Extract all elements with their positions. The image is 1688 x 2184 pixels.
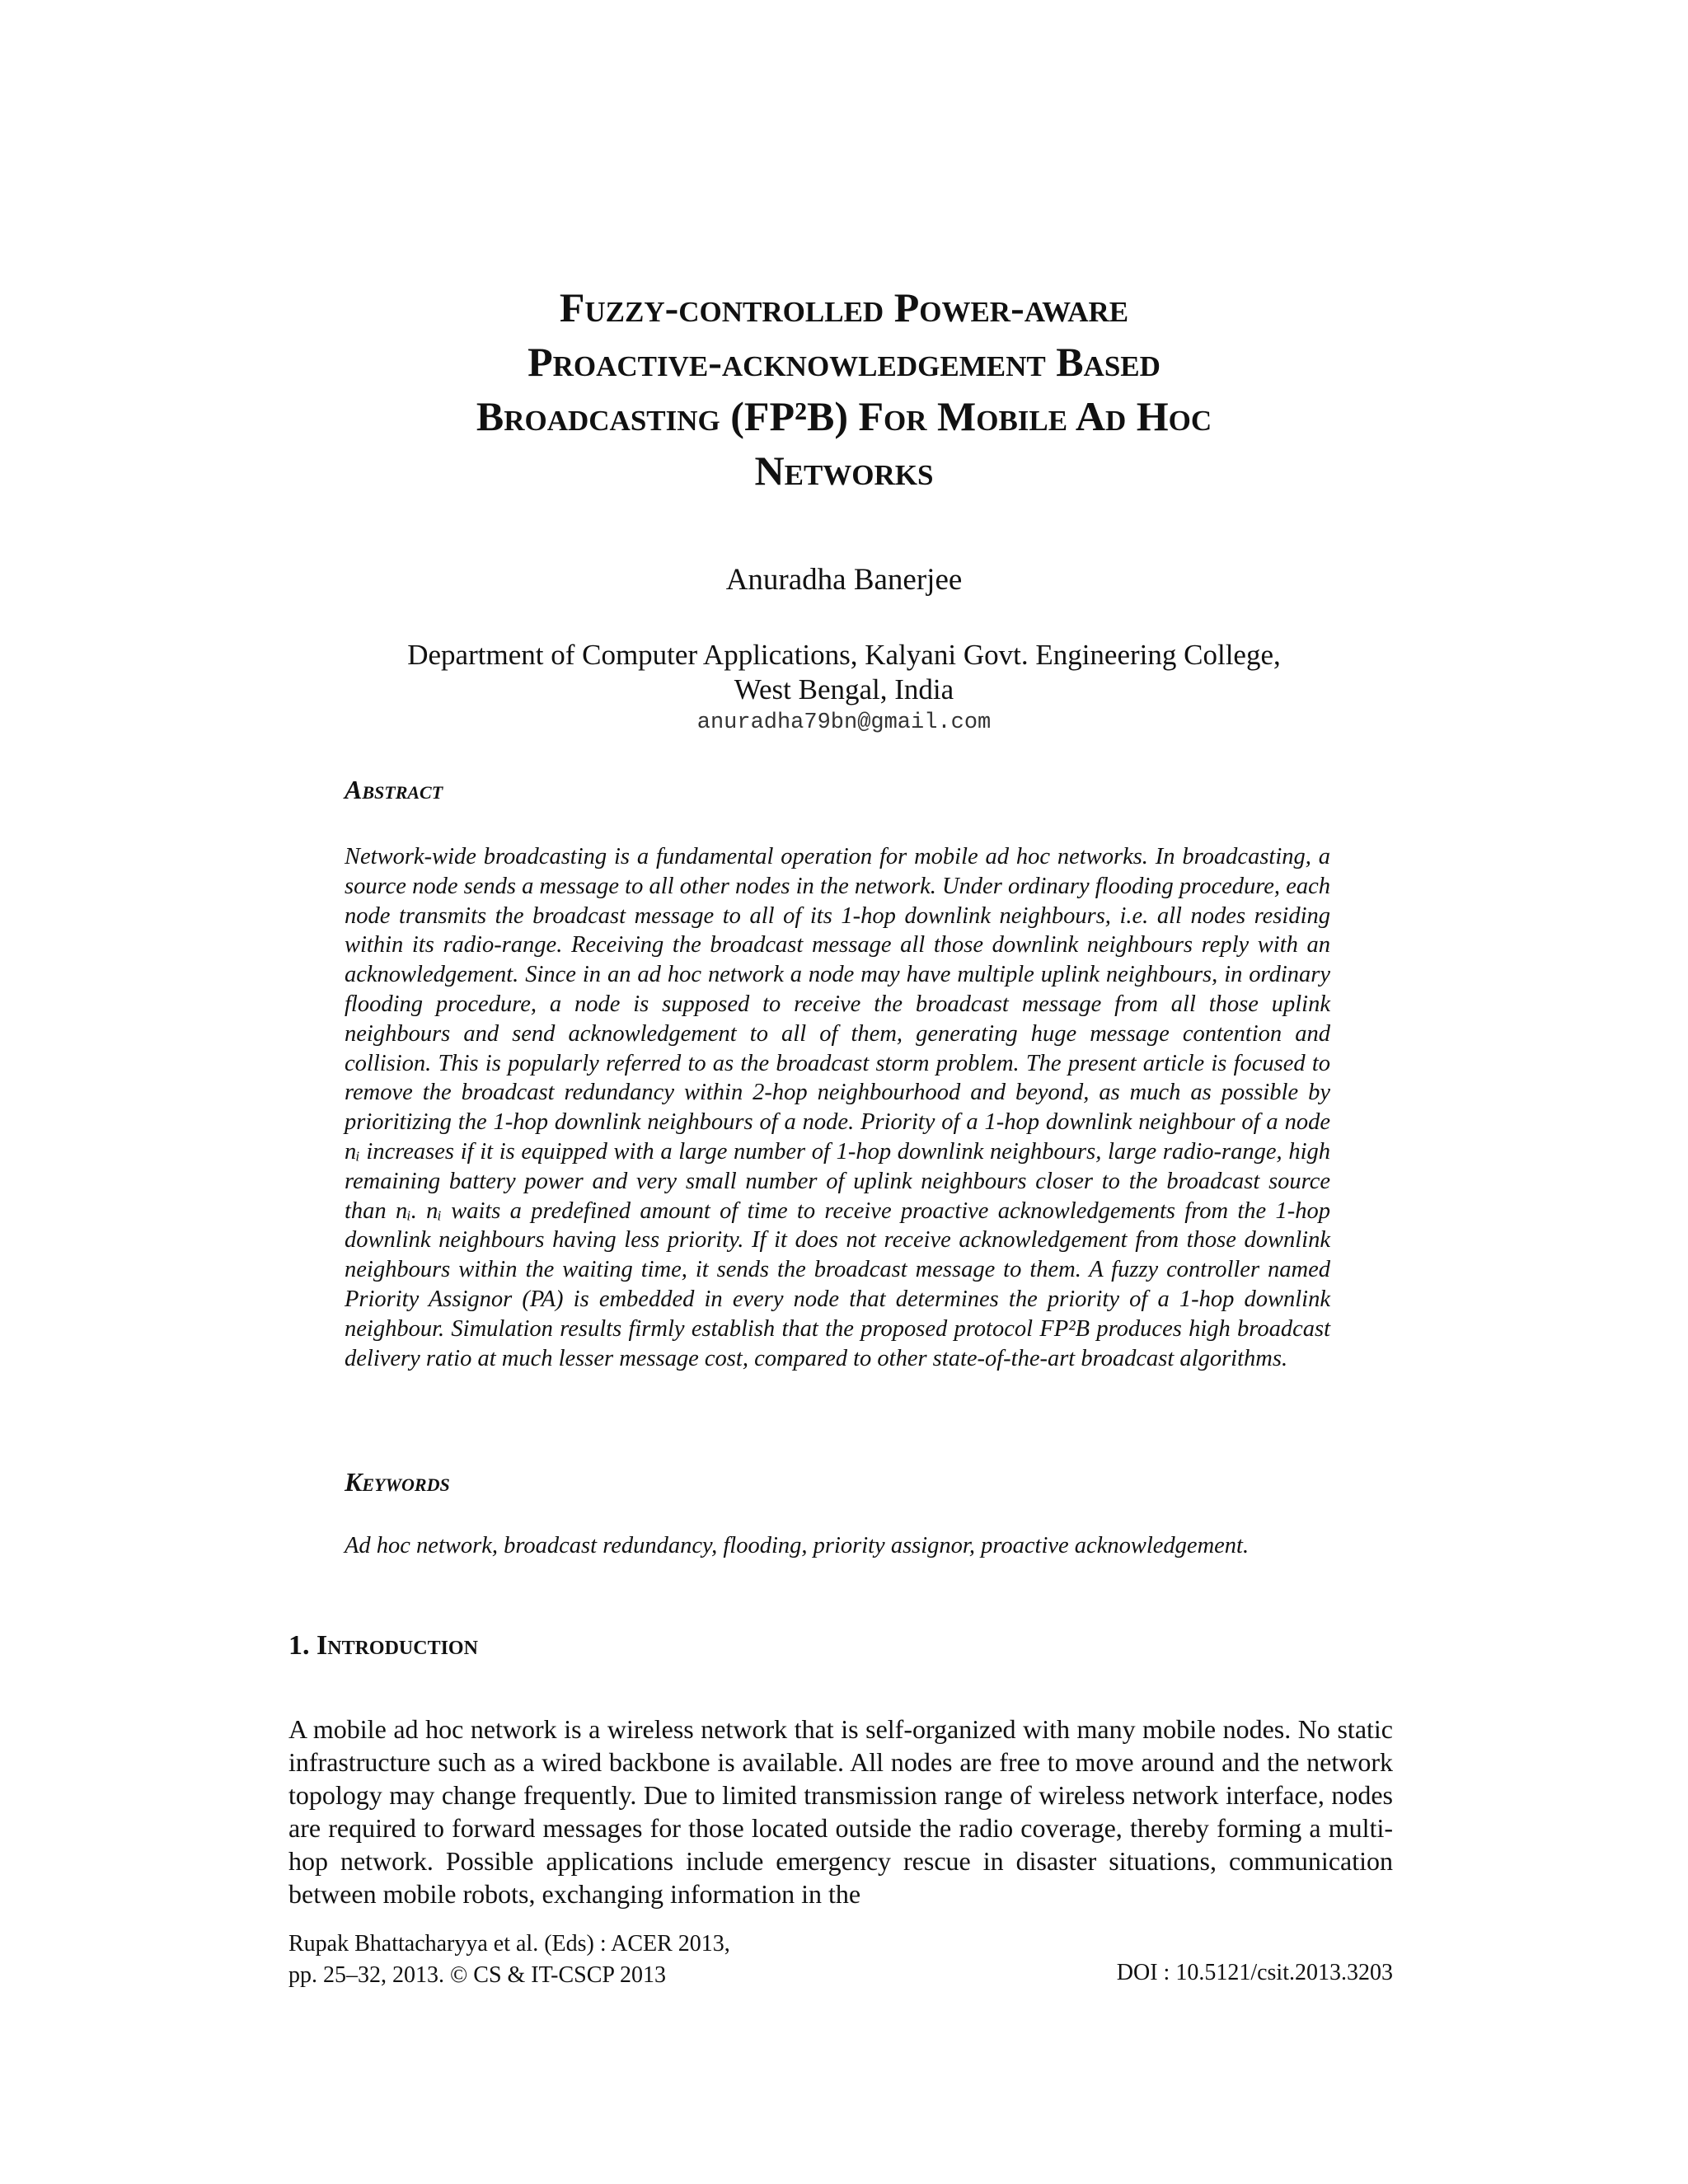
abstract-heading: Abstract (345, 775, 443, 804)
affiliation-line: West Bengal, India (734, 673, 954, 705)
title-line: Broadcasting (FP²B) For Mobile Ad Hoc (476, 393, 1212, 439)
footer-doi: DOI : 10.5121/csit.2013.3203 (1116, 1960, 1393, 1985)
footer-line: Rupak Bhattacharyya et al. (Eds) : ACER 2013, (288, 1931, 730, 1957)
title-line: Proactive-acknowledgement Based (528, 339, 1160, 385)
abstract-text: Network-wide broadcasting is a fundamental operation for mobile ad hoc networks. In broadcasting, a source node sends a message to all other nodes in the network. Under ordinary flooding procedure, each node transmits the broadcast message to all of its 1-hop downlink neighbours, i.e. all nodes residing within its radio-range. Receiving the broadcast message all those downlink neighbours reply with an acknowledgement. Since in an ad hoc network a node may have multiple uplink neighbours, in ordinary flooding procedure, a node is supposed to receive the broadcast message from all those uplink neighbours and send acknowledgement to all of them, generating huge message contention and collision. This is popularly referred to as the broadcast storm problem. The present article is focused to remove the broadcast redundancy within 2-hop neighbourhood and beyond, as much as possible by prioritizing the 1-hop downlink neighbours of a node. Priority of a 1-hop downlink neighbour of a node nᵢ increases if it is equipped with a large number of 1-hop downlink neighbours, large radio-range, high remaining battery power and very small number of uplink neighbours closer to the broadcast source than nᵢ. nᵢ waits a predefined amount of time to receive proactive acknowledgements from the 1-hop downlink neighbours having less priority. If it does not receive acknowledgement from those downlink neighbours within the waiting time, it sends the broadcast message to them. A fuzzy controller named Priority Assignor (PA) is embedded in every node that determines the priority of a 1-hop downlink neighbour. Simulation results firmly establish that the proposed protocol FP²B produces high broadcast delivery ratio at much lesser message cost, compared to other state-of-the-art broadcast algorithms. (345, 844, 1330, 1371)
footer-line: pp. 25–32, 2013. © CS & IT-CSCP 2013 (288, 1962, 666, 1988)
affiliation-line: Department of Computer Applications, Kalyani Govt. Engineering College, (407, 639, 1281, 671)
keywords-text: Ad hoc network, broadcast redundancy, flooding, priority assignor, proactive acknowledgement. (345, 1533, 1250, 1558)
paper-title (247, 280, 1441, 498)
affiliation (247, 638, 1441, 707)
title-line: Networks (754, 448, 934, 494)
footer-citation (288, 1929, 730, 1991)
author-name: Anuradha Banerjee (725, 563, 963, 597)
title-line: Fuzzy-controlled Power-aware (559, 284, 1129, 330)
keywords-heading: Keywords (345, 1467, 450, 1497)
introduction-heading: 1. Introduction (288, 1630, 478, 1661)
introduction-text: A mobile ad hoc network is a wireless network that is self-organized with many mobile nodes. No static infrastructure such as a wired backbone is available. All nodes are free to move around and the network topology may change frequently. Due to limited transmission range of wireless network interface, nodes are required to forward messages for those located outside the radio coverage, thereby forming a multi-hop network. Possible applications include emergency rescue in disaster situations, communication between mobile robots, exchanging information in the (288, 1714, 1393, 1909)
author-email: anuradha79bn@gmail.com (696, 710, 992, 735)
